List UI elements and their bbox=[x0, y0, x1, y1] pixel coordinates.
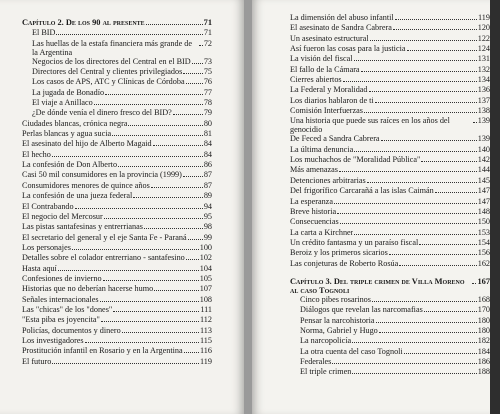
toc-entry bbox=[290, 248, 490, 258]
toc-entry-page-number: 119 bbox=[200, 356, 212, 366]
dot-leader bbox=[370, 40, 477, 41]
toc-entry-page-number: 139 bbox=[477, 116, 490, 126]
dot-leader bbox=[183, 73, 203, 74]
toc-entry-title: Casi 50 mil consumidores en la provincia (1999) bbox=[22, 170, 182, 180]
toc-entry bbox=[290, 357, 490, 367]
dot-leader bbox=[103, 280, 199, 281]
toc-entry-page-number: 167 bbox=[477, 276, 490, 286]
toc-entry bbox=[290, 44, 490, 54]
dot-leader bbox=[399, 265, 476, 266]
toc-entry-page-number: 147 bbox=[477, 196, 490, 206]
toc-entry-page-number: 156 bbox=[477, 248, 490, 258]
dot-leader bbox=[395, 19, 477, 20]
dot-leader bbox=[133, 197, 203, 198]
toc-entry-title: "Esta piba es joyencita" bbox=[22, 315, 100, 325]
toc-entry-page-number: 94 bbox=[203, 201, 212, 211]
dot-leader bbox=[52, 156, 203, 157]
toc-entry-page-number: 122 bbox=[477, 33, 490, 43]
toc-entry-title: Directores del Central y clientes privilegiados bbox=[32, 67, 183, 77]
toc-entry bbox=[22, 150, 212, 160]
dot-leader bbox=[186, 259, 199, 260]
toc-entry-title: Policías, documentos y dinero bbox=[22, 325, 121, 335]
toc-entry-page-number: 147 bbox=[477, 186, 490, 196]
toc-entry bbox=[290, 295, 490, 305]
toc-entry-title: Consumidores menores de quince años bbox=[22, 180, 150, 190]
toc-entry-title: Las huellas de la estafa financiera más grande de la Argentina bbox=[32, 38, 193, 57]
chapter-heading bbox=[290, 277, 490, 295]
dot-leader bbox=[352, 373, 476, 374]
toc-entry-page-number: 137 bbox=[477, 95, 490, 105]
toc-entry-title: Más amenazas bbox=[290, 165, 338, 175]
toc-entry-page-number: 89 bbox=[203, 191, 212, 201]
dot-leader bbox=[122, 332, 199, 333]
toc-entry-page-number: 124 bbox=[477, 44, 490, 54]
right-page bbox=[252, 0, 490, 414]
toc-entry bbox=[22, 191, 212, 201]
toc-entry bbox=[22, 77, 212, 87]
dot-leader bbox=[58, 270, 199, 271]
toc-entry bbox=[290, 367, 490, 377]
toc-entry-title: Prostitución infantil en Rosario y en la Argentina bbox=[22, 346, 183, 356]
toc-entry bbox=[290, 106, 490, 116]
toc-entry-title: Breve historia bbox=[290, 206, 337, 216]
toc-entry-page-number: 95 bbox=[203, 211, 212, 221]
dot-leader bbox=[343, 81, 477, 82]
toc-entry bbox=[22, 88, 212, 98]
toc-entry bbox=[22, 39, 212, 57]
toc-entry bbox=[290, 305, 490, 315]
left-page bbox=[0, 0, 244, 414]
toc-entry-title: La jugada de Bonadío bbox=[32, 87, 105, 97]
dot-leader bbox=[421, 161, 476, 162]
dot-leader bbox=[85, 342, 199, 343]
dot-leader bbox=[56, 34, 202, 35]
dot-leader bbox=[367, 182, 477, 183]
toc-entry bbox=[290, 316, 490, 326]
dot-leader bbox=[112, 135, 203, 136]
toc-entry bbox=[22, 57, 212, 67]
toc-entry-page-number: 105 bbox=[199, 273, 212, 283]
toc-entry-page-number: 72 bbox=[203, 38, 212, 48]
toc-entry-page-number: 131 bbox=[477, 54, 490, 64]
dot-leader bbox=[94, 104, 203, 105]
toc-entry-page-number: 188 bbox=[477, 367, 490, 377]
toc-entry-page-number: 145 bbox=[477, 175, 490, 185]
toc-entry-page-number: 87 bbox=[203, 180, 212, 190]
left-table-of-contents bbox=[22, 18, 212, 367]
toc-entry-page-number: 184 bbox=[477, 346, 490, 356]
toc-entry-page-number: 81 bbox=[203, 129, 212, 139]
toc-entry-title: El hecho bbox=[22, 149, 51, 159]
toc-entry-page-number: 86 bbox=[203, 160, 212, 170]
toc-entry-title: Historias que no deberían hacerse humo bbox=[22, 284, 154, 294]
toc-entry bbox=[290, 96, 490, 106]
toc-entry-page-number: 99 bbox=[203, 232, 212, 242]
toc-entry bbox=[290, 347, 490, 357]
toc-entry-page-number: 136 bbox=[477, 85, 490, 95]
dot-leader bbox=[113, 311, 199, 312]
dot-leader bbox=[472, 283, 476, 284]
dot-leader bbox=[435, 192, 477, 193]
toc-entry-title: Perlas blancas y agua sucia bbox=[22, 129, 112, 139]
toc-entry bbox=[290, 238, 490, 248]
dot-leader bbox=[105, 94, 203, 95]
toc-entry-title: El viaje a Anillaco bbox=[32, 98, 93, 108]
toc-entry-page-number: 78 bbox=[203, 98, 212, 108]
toc-entry-title: Ciudades blancas, crónica negra bbox=[22, 118, 128, 128]
dot-leader bbox=[352, 342, 477, 343]
toc-entry bbox=[22, 98, 212, 108]
toc-entry bbox=[290, 165, 490, 175]
dot-leader bbox=[151, 187, 203, 188]
toc-entry-page-number: 75 bbox=[203, 67, 212, 77]
toc-entry bbox=[22, 67, 212, 77]
toc-entry-page-number: 116 bbox=[200, 346, 212, 356]
toc-entry bbox=[290, 326, 490, 336]
toc-entry-title: La carta a Kirchner bbox=[290, 227, 354, 237]
toc-entry bbox=[22, 108, 212, 118]
toc-entry-page-number: 148 bbox=[477, 206, 490, 216]
dot-leader bbox=[154, 290, 199, 291]
toc-entry-page-number: 84 bbox=[203, 149, 212, 159]
toc-entry-page-number: 112 bbox=[200, 315, 212, 325]
book-gutter bbox=[244, 0, 252, 414]
toc-entry-page-number: 84 bbox=[203, 139, 212, 149]
toc-entry-page-number: 134 bbox=[477, 75, 490, 85]
toc-entry-title: La esperanza bbox=[290, 196, 333, 206]
toc-entry-title: La confesión de Don Alberto bbox=[22, 160, 118, 170]
toc-entry-title: El futuro bbox=[22, 356, 52, 366]
toc-entry-page-number: 73 bbox=[203, 56, 212, 66]
toc-entry-page-number: 132 bbox=[477, 64, 490, 74]
toc-entry bbox=[22, 233, 212, 243]
toc-entry-title: La confesión de una jueza federal bbox=[22, 191, 133, 201]
toc-entry-title: Las conjeturas de Roberto Rosúa bbox=[290, 258, 399, 268]
toc-entry bbox=[290, 34, 490, 44]
toc-entry-page-number: 102 bbox=[199, 253, 212, 263]
toc-entry-page-number: 138 bbox=[477, 106, 490, 116]
dot-leader bbox=[381, 140, 477, 141]
toc-entry-page-number: 168 bbox=[477, 294, 490, 304]
toc-entry bbox=[290, 186, 490, 196]
toc-entry-title: Cinco pibes rosarinos bbox=[300, 294, 371, 304]
toc-entry-title: Un asesinato estructural bbox=[290, 33, 369, 43]
toc-entry-page-number: 79 bbox=[203, 108, 212, 118]
dot-leader bbox=[100, 301, 199, 302]
dot-leader bbox=[334, 203, 477, 204]
toc-entry bbox=[22, 28, 212, 38]
toc-entry bbox=[22, 129, 212, 139]
toc-entry-title: Confesiones de invierno bbox=[22, 273, 102, 283]
dot-leader bbox=[104, 218, 203, 219]
toc-entry-title: Negocios de los directores del Central en el BID bbox=[32, 56, 191, 66]
toc-entry bbox=[290, 85, 490, 95]
toc-entry bbox=[290, 65, 490, 75]
toc-entry bbox=[22, 139, 212, 149]
toc-entry-page-number: 154 bbox=[477, 237, 490, 247]
toc-entry-title: El negocio del Mercosur bbox=[22, 211, 103, 221]
dot-leader bbox=[186, 83, 203, 84]
dot-leader bbox=[101, 321, 199, 322]
toc-entry-page-number: 76 bbox=[203, 77, 212, 87]
toc-entry-page-number: 108 bbox=[199, 294, 212, 304]
toc-entry-title: Los muchachos de "Moralidad Pública" bbox=[290, 155, 421, 165]
toc-entry-page-number: 162 bbox=[477, 258, 490, 268]
toc-entry-title: Federales bbox=[300, 356, 332, 366]
toc-entry bbox=[290, 197, 490, 207]
toc-entry bbox=[22, 202, 212, 212]
toc-entry-title: El triple crimen bbox=[300, 367, 352, 377]
toc-entry-title: De Feced a Sandra Cabrera bbox=[290, 134, 380, 144]
toc-entry-page-number: 71 bbox=[203, 18, 212, 27]
toc-entry-title: Señales internacionales bbox=[22, 294, 99, 304]
toc-entry-title: Pensar la narcohistoria bbox=[300, 315, 375, 325]
toc-entry bbox=[22, 264, 212, 274]
toc-entry-title: Las "chicas" de los "dones" bbox=[22, 304, 113, 314]
toc-entry-title: Capítulo 3. Del triple crimen de Villa Moreno al caso Tognoli bbox=[290, 276, 465, 295]
toc-entry-page-number: 120 bbox=[477, 23, 490, 33]
toc-entry bbox=[290, 134, 490, 144]
dot-leader bbox=[192, 63, 203, 64]
toc-entry-title: Los casos de APS, ATC y Clínicas de Córdoba bbox=[32, 77, 185, 87]
toc-entry bbox=[22, 274, 212, 284]
toc-entry bbox=[22, 357, 212, 367]
dot-leader bbox=[369, 91, 477, 92]
toc-entry bbox=[22, 326, 212, 336]
toc-entry-title: La Federal y Moralidad bbox=[290, 85, 368, 95]
toc-entry bbox=[22, 212, 212, 222]
dot-leader bbox=[72, 249, 199, 250]
toc-entry-title: Las pistas santafesinas y entrerrianas bbox=[22, 222, 143, 232]
toc-entry bbox=[290, 176, 490, 186]
toc-entry-title: La dimensión del abuso infantil bbox=[290, 13, 394, 22]
toc-entry bbox=[22, 243, 212, 253]
dot-leader bbox=[424, 311, 477, 312]
toc-entry-page-number: 115 bbox=[200, 335, 212, 345]
dot-leader bbox=[364, 112, 477, 113]
dot-leader bbox=[146, 24, 203, 25]
toc-entry-title: Comisión Interfuerzas bbox=[290, 106, 363, 116]
toc-entry-title: ¿De dónde venía el dinero fresco del BID? bbox=[32, 108, 172, 118]
dot-leader bbox=[473, 122, 477, 123]
dot-leader bbox=[128, 125, 202, 126]
dot-leader bbox=[393, 29, 477, 30]
toc-entry-title: El BID bbox=[32, 28, 56, 38]
dot-leader bbox=[407, 50, 477, 51]
dot-leader bbox=[144, 228, 203, 229]
toc-entry-title: Norma, Gabriel y Hugo bbox=[300, 325, 378, 335]
toc-entry-title: Cierres abiertos bbox=[290, 75, 342, 85]
toc-entry bbox=[290, 259, 490, 269]
toc-entry bbox=[22, 160, 212, 170]
dot-leader bbox=[404, 353, 477, 354]
dot-leader bbox=[153, 145, 203, 146]
toc-entry bbox=[290, 116, 490, 134]
dot-leader bbox=[340, 223, 477, 224]
toc-entry-title: Consecuencias bbox=[290, 217, 339, 227]
toc-entry-title: Capítulo 2. De los 90 al presente bbox=[22, 18, 145, 27]
toc-entry bbox=[22, 284, 212, 294]
toc-entry-page-number: 77 bbox=[203, 87, 212, 97]
toc-entry-title: La visión del fiscal bbox=[290, 54, 353, 64]
toc-entry-page-number: 180 bbox=[477, 315, 490, 325]
toc-entry bbox=[290, 228, 490, 238]
dot-leader bbox=[339, 171, 477, 172]
dot-leader bbox=[118, 166, 203, 167]
dot-leader bbox=[354, 60, 477, 61]
toc-entry-title: Los personajes bbox=[22, 242, 71, 252]
toc-entry-page-number: 113 bbox=[200, 325, 212, 335]
toc-entry bbox=[22, 181, 212, 191]
toc-entry bbox=[22, 253, 212, 263]
toc-entry-title: La narcopolicía bbox=[300, 336, 352, 346]
toc-entry-title: El fallo de la Cámara bbox=[290, 64, 360, 74]
toc-entry-title: La última denuncia bbox=[290, 144, 354, 154]
dot-leader bbox=[376, 322, 477, 323]
toc-entry bbox=[290, 54, 490, 64]
toc-entry bbox=[22, 295, 212, 305]
toc-entry-page-number: 104 bbox=[199, 263, 212, 273]
dot-leader bbox=[337, 213, 477, 214]
toc-entry-title: Beroiz y los primeros sicarios bbox=[290, 248, 388, 258]
toc-entry-title: Diálogos que revelan las narcomafias bbox=[300, 305, 423, 315]
toc-entry bbox=[290, 217, 490, 227]
dot-leader bbox=[52, 363, 199, 364]
toc-entry-page-number: 170 bbox=[477, 305, 490, 315]
dot-leader bbox=[389, 254, 477, 255]
toc-entry-title: El asesinato del hijo de Alberto Magaid bbox=[22, 139, 152, 149]
toc-entry-title: Hasta aquí bbox=[22, 263, 57, 273]
page-edge bbox=[490, 0, 500, 414]
toc-entry bbox=[22, 315, 212, 325]
toc-entry-title: Una historia que puede sus raíces en los años del genocidio bbox=[290, 116, 450, 135]
dot-leader bbox=[354, 234, 476, 235]
toc-entry bbox=[290, 23, 490, 33]
toc-entry-page-number: 180 bbox=[477, 325, 490, 335]
toc-entry-page-number: 144 bbox=[477, 165, 490, 175]
toc-entry-title: Detalles sobre el colador entrerriano - santafesino bbox=[22, 253, 185, 263]
dot-leader bbox=[332, 363, 476, 364]
toc-entry-page-number: 139 bbox=[477, 134, 490, 144]
chapter-heading bbox=[22, 18, 212, 28]
toc-entry bbox=[290, 336, 490, 346]
toc-entry-title: Un crédito fantasma y un paraíso fiscal bbox=[290, 237, 419, 247]
dot-leader bbox=[354, 151, 477, 152]
toc-entry-page-number: 186 bbox=[477, 356, 490, 366]
toc-entry-page-number: 140 bbox=[477, 144, 490, 154]
toc-entry bbox=[22, 222, 212, 232]
toc-entry-page-number: 87 bbox=[203, 170, 212, 180]
toc-entry-page-number: 150 bbox=[477, 217, 490, 227]
toc-entry-title: Del frigorífico Carcarañá a las islas Caimán bbox=[290, 186, 434, 196]
toc-entry-title: El Contrabando bbox=[22, 201, 74, 211]
toc-entry bbox=[290, 75, 490, 85]
dot-leader bbox=[199, 45, 203, 46]
toc-entry-page-number: 153 bbox=[477, 227, 490, 237]
toc-entry bbox=[290, 155, 490, 165]
dot-leader bbox=[375, 102, 477, 103]
toc-entry-page-number: 98 bbox=[203, 222, 212, 232]
toc-entry-title: Los diarios hablaron de ti bbox=[290, 95, 374, 105]
toc-entry bbox=[290, 207, 490, 217]
toc-entry bbox=[22, 305, 212, 315]
right-table-of-contents bbox=[290, 13, 490, 378]
toc-entry-title: La otra cuenta del caso Tognoli bbox=[300, 346, 403, 356]
dot-leader bbox=[173, 114, 203, 115]
toc-entry bbox=[22, 336, 212, 346]
toc-entry bbox=[22, 119, 212, 129]
dot-leader bbox=[183, 176, 203, 177]
toc-entry-title: Detenciones arbitrarias bbox=[290, 175, 366, 185]
toc-entry-page-number: 182 bbox=[477, 336, 490, 346]
toc-entry-page-number: 71 bbox=[203, 28, 212, 38]
toc-entry bbox=[290, 145, 490, 155]
toc-entry-page-number: 119 bbox=[478, 13, 490, 22]
dot-leader bbox=[419, 244, 476, 245]
toc-entry-title: Los investigadores bbox=[22, 335, 84, 345]
toc-entry-title: Así fueron las cosas para la justicia bbox=[290, 44, 406, 54]
toc-entry-title: El secretario del general y el eje Santa Fe - Paraná bbox=[22, 232, 187, 242]
toc-entry-page-number: 100 bbox=[199, 242, 212, 252]
dot-leader bbox=[75, 208, 203, 209]
toc-entry-page-number: 111 bbox=[200, 304, 212, 314]
dot-leader bbox=[372, 301, 477, 302]
toc-entry bbox=[22, 346, 212, 356]
toc-entry-page-number: 80 bbox=[203, 118, 212, 128]
dot-leader bbox=[379, 332, 477, 333]
toc-entry bbox=[22, 170, 212, 180]
toc-entry bbox=[290, 13, 490, 23]
toc-entry-title: El asesinato de Sandra Cabrera bbox=[290, 23, 392, 33]
toc-entry-page-number: 107 bbox=[199, 284, 212, 294]
dot-leader bbox=[184, 352, 199, 353]
dot-leader bbox=[361, 71, 477, 72]
dot-leader bbox=[188, 239, 203, 240]
toc-entry-page-number: 142 bbox=[477, 155, 490, 165]
